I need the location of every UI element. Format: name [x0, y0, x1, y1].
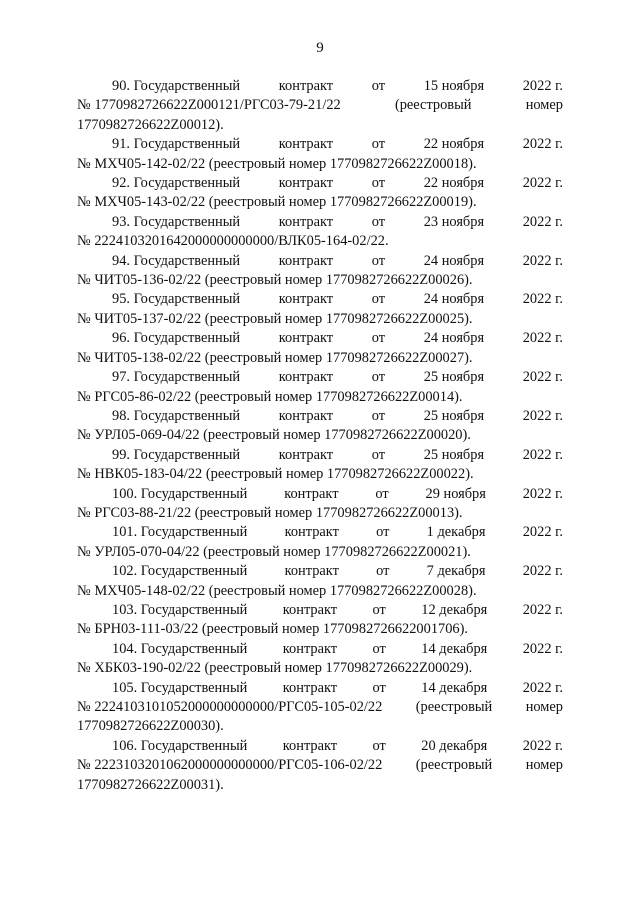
contract-entry [77, 329, 563, 368]
contract-entry-line [77, 620, 563, 639]
contract-entry-word: 101. Государственный [112, 524, 248, 541]
contract-entry-first-line [77, 77, 563, 96]
contract-entry-word: 14 декабря [421, 640, 488, 657]
contract-entry-text: № 1770982726622Z000121/РГС03-79-21/22 [77, 97, 341, 114]
contract-entry-text: (реестровый [415, 699, 493, 715]
contract-entry [77, 213, 563, 252]
contract-entry-first-line [77, 737, 563, 756]
contract-entry-word: 94. Государственный [112, 252, 241, 269]
contract-entry-word: контракт [282, 737, 338, 754]
contract-entry-text: № МХЧ05-148-02/22 (реестровый номер 1770982726622Z00028). [77, 582, 477, 599]
contract-entry-word: от [371, 252, 386, 269]
contract-entry-word: 25 ноября [423, 407, 485, 424]
contract-entry-line [77, 349, 563, 368]
contract-entry-word: 24 ноября [423, 330, 485, 347]
contract-entry-word: 2022 г. [522, 213, 563, 230]
contract-entry-word: контракт [278, 291, 334, 308]
contract-entry-line [77, 504, 563, 523]
contract-entry-word: от [375, 485, 389, 502]
contract-entry-word: 2022 г. [522, 679, 563, 696]
contract-entry-word: 103. Государственный [112, 601, 248, 618]
contract-entry-word: 22 ноября [423, 136, 485, 153]
contract-entry-text: № 2223103201062000000000000/РГС05-106-02/22 [77, 757, 383, 774]
contract-entry-word: от [376, 524, 390, 541]
contract-entry-word: 93. Государственный [112, 213, 241, 230]
contract-entry-text: № УРЛ05-069-04/22 (реестровый номер 1770982726622Z00020). [77, 427, 471, 444]
contract-entry-word: контракт [282, 679, 338, 696]
contract-entry-word: от [372, 679, 386, 696]
contract-entry-first-line [77, 135, 563, 154]
contract-entry [77, 523, 563, 562]
contract-entry-text: 1770982726622Z00031). [77, 776, 224, 793]
contract-entry-text: номер [525, 97, 563, 114]
contract-entry-word: 2022 г. [522, 407, 563, 424]
contract-entry-text: № МХЧ05-143-02/22 (реестровый номер 1770982726622Z00019). [77, 194, 477, 211]
contract-entry-word: 2022 г. [522, 640, 563, 657]
contract-entry [77, 446, 563, 485]
contract-entry-word: 98. Государственный [112, 407, 241, 424]
contract-entry-word: 25 ноября [423, 369, 485, 386]
contract-entry-line [77, 310, 563, 329]
contract-entry-first-line [77, 368, 563, 387]
contract-entry-word: 2022 г. [522, 446, 563, 463]
contract-entry-first-line [77, 252, 563, 271]
contract-entry [77, 290, 563, 329]
contract-entry-first-line [77, 329, 563, 348]
contract-entry-word: 2022 г. [522, 252, 563, 269]
contract-entry-word: 2022 г. [522, 369, 563, 386]
contract-entry-word: контракт [278, 369, 334, 386]
contract-entry-line [77, 155, 563, 174]
contract-entry-word: от [371, 213, 386, 230]
contract-entry-line [77, 426, 563, 445]
page-number: 9 [316, 40, 324, 56]
contract-entry-word: 15 ноября [423, 78, 485, 94]
contract-entry-line [77, 582, 563, 601]
contract-entry-text: № 2224103201642000000000000/ВЛК05-164-02/22. [77, 233, 389, 250]
contract-entry-text: № 2224103101052000000000000/РГС05-105-02/22 [77, 699, 383, 715]
contract-entry-line [77, 717, 563, 736]
contract-entry-text: № РГС03-88-21/22 (реестровый номер 1770982726622Z00013). [77, 504, 463, 521]
contract-entry-text: № РГС05-86-02/22 (реестровый номер 1770982726622Z00014). [77, 388, 463, 405]
contract-entry-word: 2022 г. [522, 175, 563, 192]
contract-entry-text: (реестровый [394, 97, 472, 114]
contract-entry [77, 562, 563, 601]
contract-entry [77, 485, 563, 524]
contract-entry-first-line [77, 523, 563, 542]
contract-entry-line [77, 271, 563, 290]
contract-entry-word: 2022 г. [522, 485, 563, 502]
contract-entry-word: 24 ноября [423, 291, 485, 308]
contract-entry-word: 29 ноября [425, 485, 486, 502]
contract-entry-word: 96. Государственный [112, 330, 241, 347]
contract-entry-text: (реестровый [415, 757, 493, 774]
contract-entry-first-line [77, 290, 563, 309]
contract-entry-first-line [77, 485, 563, 504]
contract-entry-word: контракт [278, 330, 334, 347]
contract-entry-word: от [371, 175, 386, 192]
contract-entry-word: контракт [284, 524, 339, 541]
contract-entry-word: 2022 г. [522, 524, 563, 541]
contract-entry [77, 174, 563, 213]
contract-entry-first-line [77, 213, 563, 232]
contract-entry-word: 20 декабря [421, 737, 488, 754]
contract-entry-line [77, 193, 563, 212]
contract-entry-word: контракт [278, 175, 334, 192]
contract-entry-word: 99. Государственный [112, 446, 241, 463]
contract-entry-line [77, 776, 563, 795]
contract-entry-word: 2022 г. [522, 563, 563, 580]
contract-entry-word: контракт [278, 136, 334, 153]
contract-entry-first-line [77, 679, 563, 698]
contract-entry-word: 106. Государственный [112, 737, 248, 754]
contract-entry [77, 252, 563, 291]
contract-entry-word: 12 декабря [421, 601, 488, 618]
contract-entry-word: контракт [278, 213, 334, 230]
contract-entry-word: контракт [278, 78, 334, 94]
contract-entry [77, 679, 563, 737]
contract-entry-word: 2022 г. [522, 737, 563, 754]
contract-entry-word: от [371, 78, 386, 94]
contract-entry-text: № ЧИТ05-137-02/22 (реестровый номер 1770982726622Z00025). [77, 310, 473, 327]
contract-entry-first-line [77, 601, 563, 620]
contract-entry-word: от [371, 446, 386, 463]
contract-entry-word: от [371, 291, 386, 308]
contract-entry-word: контракт [282, 640, 338, 657]
contract-entry-line [77, 96, 563, 115]
contract-entry-first-line [77, 446, 563, 465]
contract-entry-text: 1770982726622Z00030). [77, 718, 224, 735]
contract-entry-word: 104. Государственный [112, 640, 248, 657]
contract-entry [77, 135, 563, 174]
contract-entry-word: 97. Государственный [112, 369, 241, 386]
contract-entry-first-line [77, 562, 563, 581]
contract-entry-line [77, 232, 563, 251]
contract-entry-text: № ЧИТ05-138-02/22 (реестровый номер 1770982726622Z00027). [77, 349, 473, 366]
contract-entry-word: контракт [282, 601, 338, 618]
contract-entry-word: от [371, 369, 386, 386]
contract-entry-text: № ХБК03-190-02/22 (реестровый номер 1770982726622Z00029). [77, 660, 473, 677]
contract-entry-text: № УРЛ05-070-04/22 (реестровый номер 1770982726622Z00021). [77, 543, 471, 560]
contract-entry-word: 2022 г. [522, 330, 563, 347]
contract-entry-word: 2022 г. [522, 136, 563, 153]
contract-entry-word: от [376, 563, 390, 580]
contract-entry-word: 2022 г. [522, 78, 563, 94]
contract-entry-word: 2022 г. [522, 291, 563, 308]
contract-entry [77, 407, 563, 446]
contract-entry-line [77, 465, 563, 484]
contract-entry-text: № НВК05-183-04/22 (реестровый номер 1770982726622Z00022). [77, 466, 474, 483]
contract-entry-word: 95. Государственный [112, 291, 241, 308]
contract-entry-word: от [372, 601, 386, 618]
contract-entry [77, 737, 563, 795]
contract-entry-word: 2022 г. [522, 601, 563, 618]
contract-entry-word: 90. Государственный [112, 78, 241, 94]
contract-entry-line [77, 388, 563, 407]
contract-entry-text: номер [525, 699, 563, 715]
contract-entry [77, 368, 563, 407]
contract-entry-line [77, 543, 563, 562]
contract-list [77, 77, 563, 795]
contract-entry [77, 640, 563, 679]
contract-entry-word: 14 декабря [421, 679, 488, 696]
contract-entry-text: № ЧИТ05-136-02/22 (реестровый номер 1770982726622Z00026). [77, 272, 473, 289]
contract-entry-text: № МХЧ05-142-02/22 (реестровый номер 1770982726622Z00018). [77, 155, 477, 172]
contract-entry-word: 92. Государственный [112, 175, 241, 192]
contract-entry-text: номер [525, 757, 563, 774]
contract-entry-line [77, 698, 563, 717]
contract-entry-first-line [77, 174, 563, 193]
contract-entry-word: 22 ноября [423, 175, 485, 192]
contract-entry-first-line [77, 640, 563, 659]
contract-entry-word: контракт [278, 407, 334, 424]
contract-entry-word: от [372, 737, 386, 754]
contract-entry-word: 25 ноября [423, 446, 485, 463]
contract-entry-word: от [371, 330, 386, 347]
contract-entry-first-line [77, 407, 563, 426]
contract-entry-word: 105. Государственный [112, 679, 248, 696]
contract-entry-line [77, 659, 563, 678]
contract-entry-word: 23 ноября [423, 213, 485, 230]
contract-entry-word: 24 ноября [423, 252, 485, 269]
contract-entry-word: контракт [284, 485, 339, 502]
contract-entry-word: от [372, 640, 386, 657]
contract-entry-word: контракт [278, 252, 334, 269]
contract-entry-word: от [371, 136, 386, 153]
contract-entry-word: контракт [284, 563, 339, 580]
contract-entry-word: 100. Государственный [112, 485, 248, 502]
contract-entry-word: 102. Государственный [112, 563, 248, 580]
contract-entry-text: № БРН03-111-03/22 (реестровый номер 1770982726622001706). [77, 621, 468, 638]
contract-entry-line [77, 756, 563, 775]
contract-entry [77, 77, 563, 135]
contract-entry-line [77, 116, 563, 135]
contract-entry-word: контракт [278, 446, 334, 463]
contract-entry-word: 1 декабря [426, 524, 486, 541]
contract-entry-word: 7 декабря [426, 563, 486, 580]
contract-entry-word: 91. Государственный [112, 136, 241, 153]
contract-entry [77, 601, 563, 640]
contract-entry-text: 1770982726622Z00012). [77, 116, 224, 133]
contract-entry-word: от [371, 407, 386, 424]
